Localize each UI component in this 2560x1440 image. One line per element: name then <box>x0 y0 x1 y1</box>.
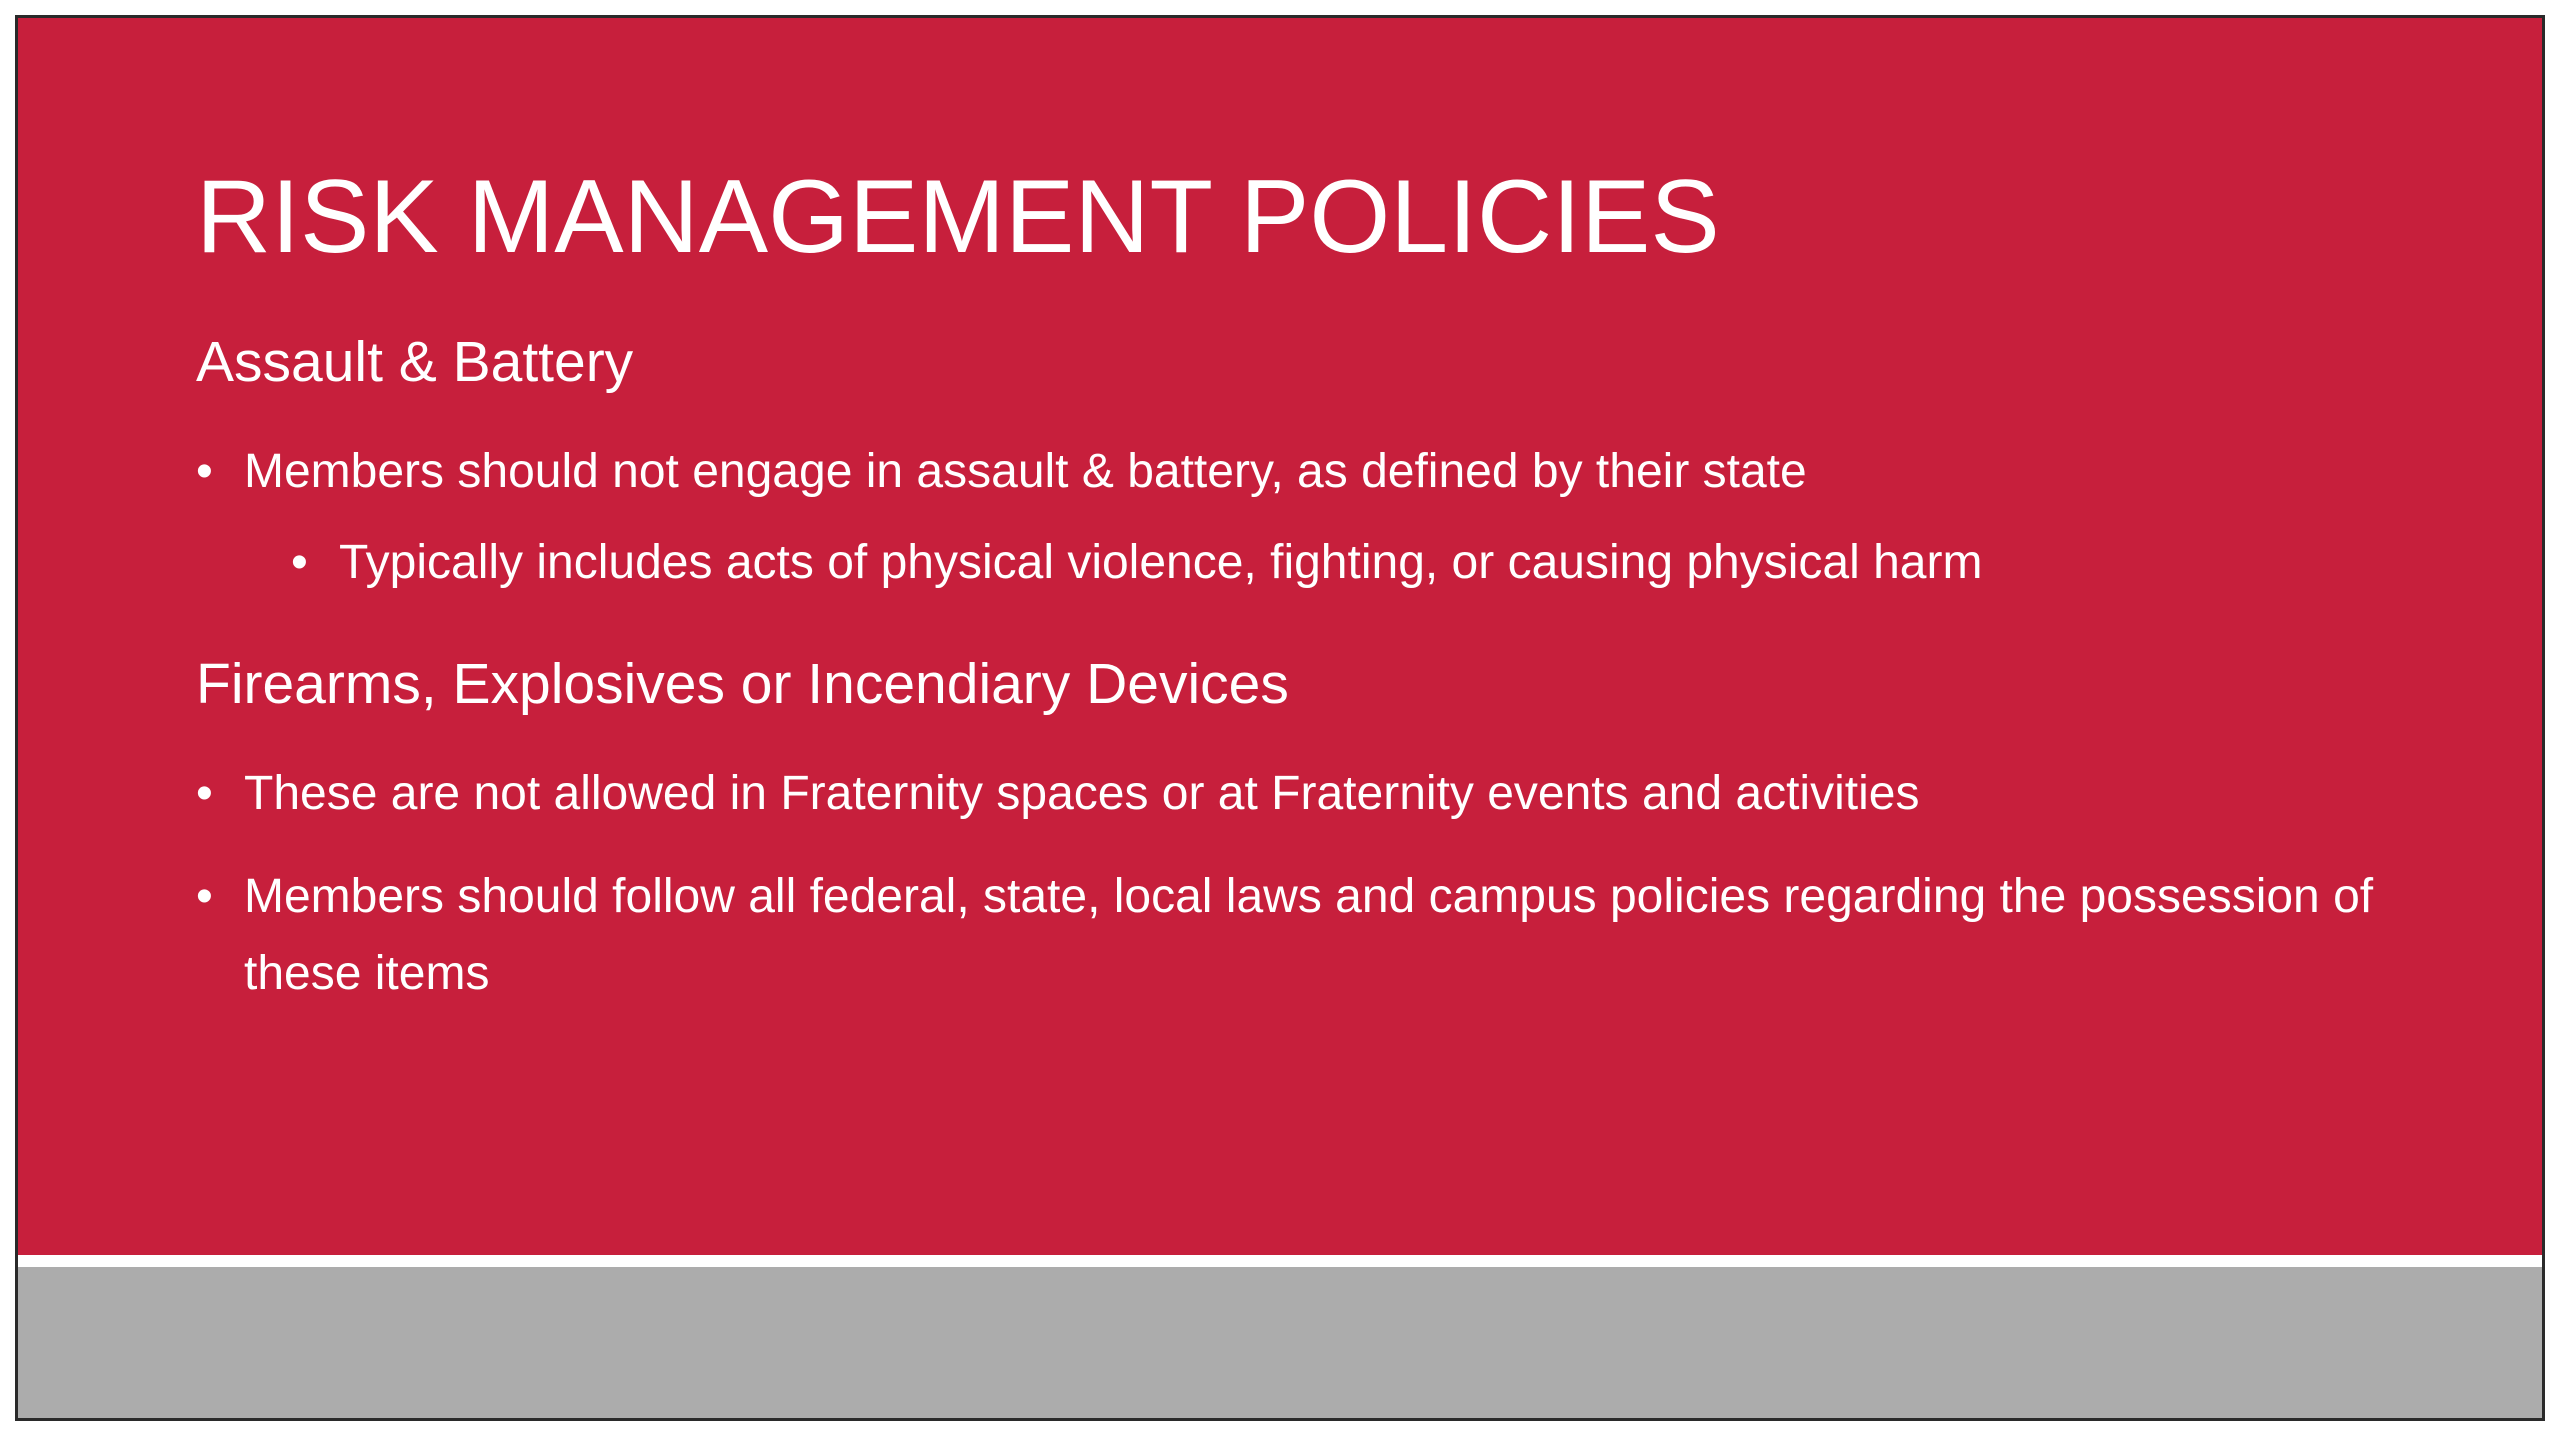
section-heading-firearms: Firearms, Explosives or Incendiary Devices <box>196 651 1289 716</box>
bullet-dot-icon: • <box>196 445 213 499</box>
bullet-dot-icon: • <box>291 536 308 590</box>
bullet-text: Typically includes acts of physical violence, fighting, or causing physical harm <box>339 536 1983 590</box>
bullet-item <box>196 859 2396 1013</box>
footer-divider <box>18 1255 2542 1267</box>
sub-bullet-item <box>291 525 2396 602</box>
bullet-dot-icon: • <box>196 767 213 821</box>
bullet-text: Members should follow all federal, state, local laws and campus policies regarding the possession of these items <box>244 870 2374 1000</box>
bullet-item <box>196 756 2396 833</box>
bullet-item <box>196 434 2396 511</box>
slide <box>15 15 2545 1421</box>
section-heading-assault-battery: Assault & Battery <box>196 330 634 394</box>
slide-title: RISK MANAGEMENT POLICIES <box>196 159 1720 275</box>
bullet-text: These are not allowed in Fraternity spaces or at Fraternity events and activities <box>244 767 1920 821</box>
slide-body <box>196 318 2396 1013</box>
bullet-dot-icon: • <box>196 870 213 924</box>
footer-band <box>18 1267 2542 1418</box>
bullet-text: Members should not engage in assault & battery, as defined by their state <box>244 445 1807 499</box>
